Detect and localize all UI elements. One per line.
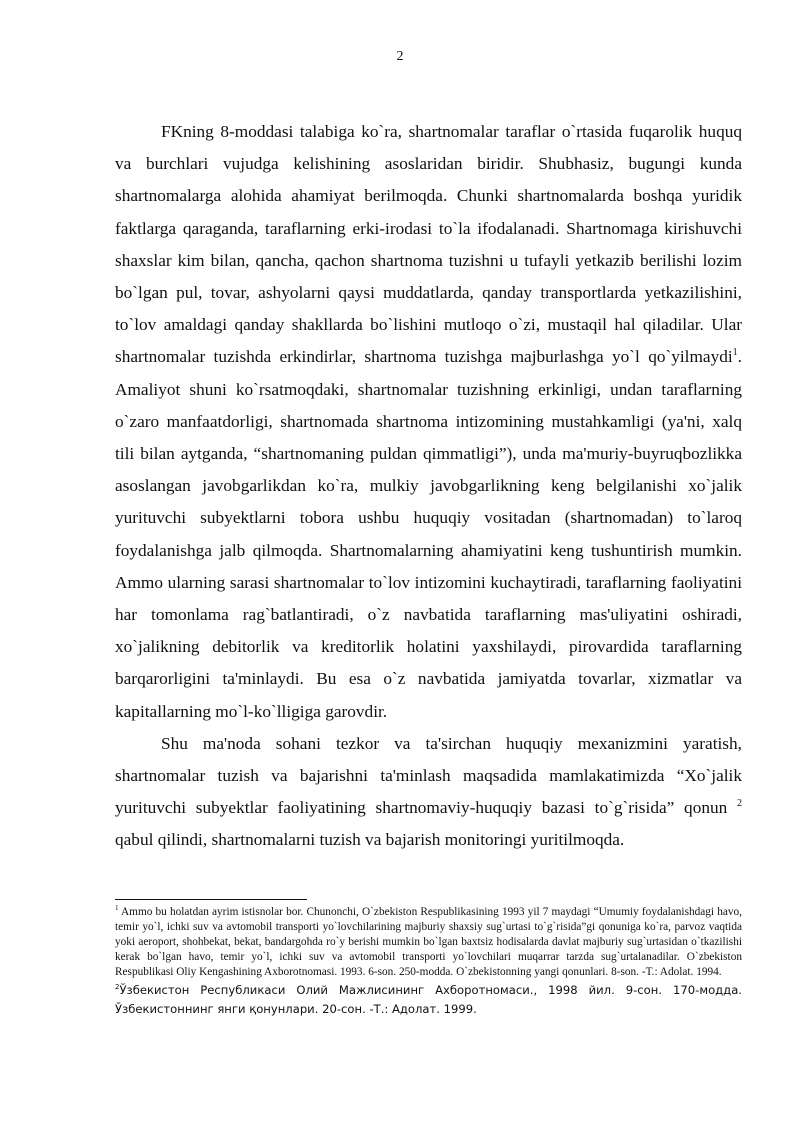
page-number: 2: [396, 49, 404, 64]
paragraph-1-text-a: FKning 8-moddasi talabiga ko`ra, shartnomalar taraflar o`rtasida fuqarolik huquq va burchlari vujudga kelishining asoslaridan biridir. Shubhasiz, bugungi kunda shartnomalarga alohida ahamiyat berilmoqda. Chunki shartnomalarda boshqa yuridik faktlarga qaraganda, taraflarning erki-irodasi to`la ifodalanadi. Shartnomaga kirishuvchi shaxslar kim bilan, qancha, qachon shartnoma tuzishni u tufayli yetkazib berilishi lozim bo`lgan pul, tovar, ashyolarni qaysi muddatlarda, qanday transportlarda yetkazilishini, to`lov amaldagi qanday shakllarda bo`lishini mutloqo o`zi, mustaqil hal qiladilar. Ular shartnomalar tuzishda erkindirlar, shartnoma tuzishga majburlashga yo`l qo`yilmaydi: [115, 122, 742, 367]
paragraph-2-text-a: Shu ma'noda sohani tezkor va ta'sirchan huquqiy mexanizmini yaratish, shartnomalar tuzish va bajarishni ta'minlash maqsadida mamlakatimizda “Xo`jalik yurituvchi subyektlar faoliyatining shartnomaviy-huquqiy bazasi to`g`risida” qonun: [115, 733, 742, 818]
footnote-2-text: Ўзбекистон Республикаси Олий Мажлисининг Ахборотномаси., 1998 йил. 9-сон. 170-модда. Ўзбекистоннинг янги қонунлари. 20-сон. -Т.: Адолат. 1999.: [115, 983, 742, 1016]
footnote-ref-1[interactable]: 1: [732, 347, 738, 359]
footnote-separator: [115, 899, 307, 900]
paragraph-2: [115, 728, 742, 857]
footnote-1-text: Ammo bu holatdan ayrim istisnolar bor. Chunonchi, O`zbekiston Respublikasining 1993 yil 7 maydagi “Umumiy foydalanishdagi havo, temir yo`l, ichki suv va avtomobil transporti yo`lovchilarining majburiy shaxsiy sug`urtasi to`g`risida”gi qonuniga ko`ra, parvoz vaqtida yoki aeroport, shohbekat, bekat, bandargohda ro`y berishi mumkin bo`lgan baxtsiz hodisalarda davlat majburiy sug`urtasidan o`tkazilishi kerak bo`lgan havo, temir yo`l, ichki suv va avtomobil transporti yo`lovchilari muqarrar tarzda sug`urtalanadilar. O`zbekiston Respublikasi Oliy Kengashining Axborotnomasi. 1993. 6-son. 250-modda. O`zbekistonning yangi qonunlari. 8-son. -T.: Adolat. 1994.: [115, 906, 742, 978]
footnote-2: [115, 981, 742, 1019]
paragraph-2-text-b: qabul qilindi, shartnomalarni tuzish va bajarish monitoringi yuritilmoqda.: [115, 830, 625, 850]
paragraph-1: [115, 116, 742, 728]
main-text: [115, 116, 742, 857]
footnote-2-marker: 2: [115, 983, 120, 992]
footnotes: [115, 905, 742, 1019]
footnote-ref-2[interactable]: 2: [737, 798, 742, 810]
paragraph-1-text-b: . Amaliyot shuni ko`rsatmoqdaki, shartnomalar tuzishning erkinligi, undan taraflarning o`zaro manfaatdorligi, shartnomada shartnoma intizomining mustahkamligi (ya'ni, xalq tili bilan aytganda, “shartnomaning puldan qimmatligi”), unda ma'muriy-buyruqbozlikka asoslangan javobgarlikdan ko`ra, mulkiy javobgarlikning keng belgilanishi xo`jalik yurituvchi subyektlarni tobora ushbu huquqiy vositadan (shartnomadan) to`laroq foydalanishga jalb qilmoqda. Shartnomalarning ahamiyatini keng tushuntirish mumkin. Ammo ularning sarasi shartnomalar to`lov intizomini kuchaytiradi, taraflarning faoliyatini har tomonlama rag`batlantiradi, o`z navbatida taraflarning mas'uliyatini oshiradi, xo`jalikning debitorlik va kreditorlik holatini yaxshilaydi, pirovardida taraflarning barqarorligini ta'minlaydi. Bu esa o`z navbatida jamiyatda tovarlar, xizmatlar va kapitallarning mo`l-ko`lligiga garovdir.: [115, 347, 742, 721]
footnote-1-marker: 1: [115, 904, 119, 913]
footnote-1: [115, 905, 742, 980]
